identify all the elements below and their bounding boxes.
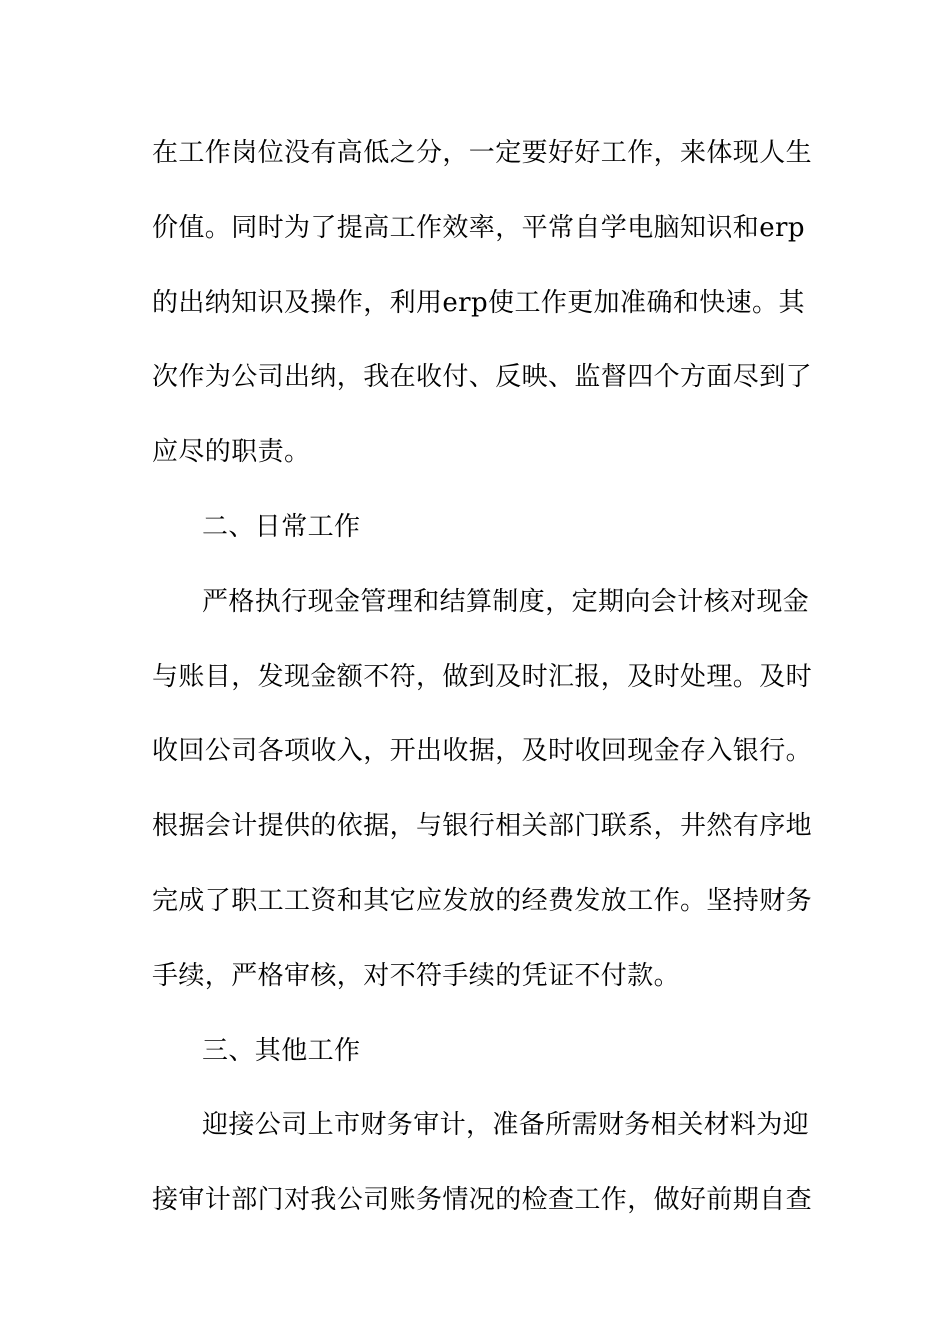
paragraph-line: 与账目，发现金额不符，做到及时汇报，及时处理。及时 [152,661,813,692]
paragraph-line: 在工作岗位没有高低之分，一定要好好工作，来体现人生 [152,138,813,168]
paragraph-line: 应尽的职责。 [152,437,311,468]
paragraph-line: 完成了职工工资和其它应发放的经费发放工作。坚持财务 [152,885,813,916]
section-heading-daily-work: 二、日常工作 [202,511,361,542]
paragraph-line: 迎接公司上市财务审计，准备所需财务相关材料为迎 [202,1110,810,1141]
section-heading-other-work: 三、其他工作 [202,1035,361,1066]
paragraph-line: 收回公司各项收入，开出收据，及时收回现金存入银行。 [152,736,813,767]
paragraph-line: 手续，严格审核，对不符手续的凭证不付款。 [152,960,681,991]
paragraph-line: 接审计部门对我公司账务情况的检查工作，做好前期自查 [152,1185,813,1216]
paragraph-line: 的出纳知识及操作，利用erp使工作更加准确和快速。其 [152,287,805,318]
paragraph-line: 价值。同时为了提高工作效率，平常自学电脑知识和erp [152,212,805,243]
document-body [152,127,813,1249]
paragraph-line: 根据会计提供的依据，与银行相关部门联系，井然有序地 [152,811,813,842]
paragraph-line: 严格执行现金管理和结算制度，定期向会计核对现金 [202,586,810,617]
paragraph-line: 次作为公司出纳，我在收付、反映、监督四个方面尽到了 [152,362,813,393]
